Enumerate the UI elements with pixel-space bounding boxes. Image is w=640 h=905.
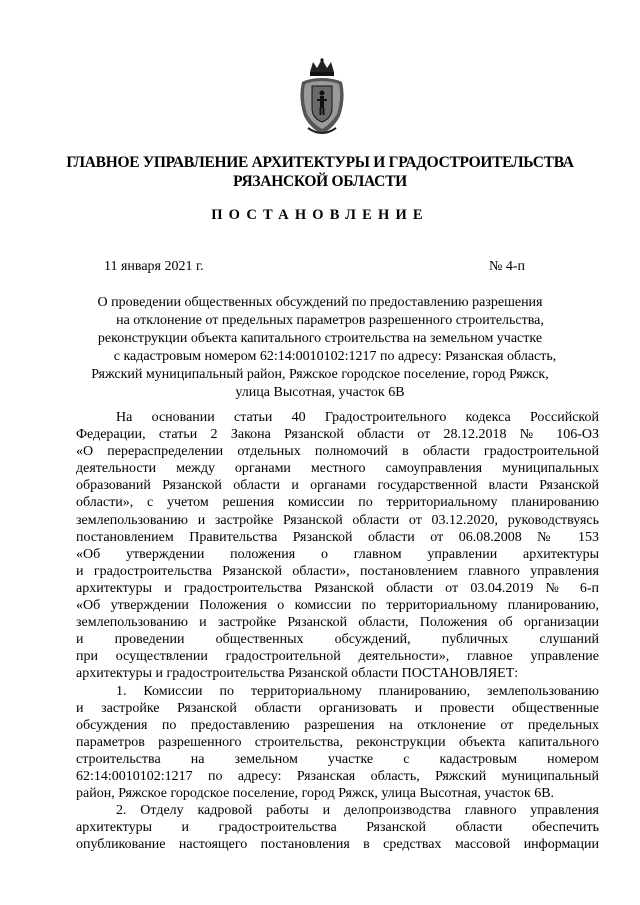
body-line: 62:14:0010102:1217 по адресу: Рязанская область, Ряжский муниципальный — [76, 768, 599, 784]
coat-of-arms-emblem — [296, 58, 348, 138]
subject-line: Ряжский муниципальный район, Ряжское городское поселение, город Ряжск, — [91, 367, 549, 382]
body-line: «О перераспределении отдельных полномочий в области градостроительной — [76, 444, 599, 460]
body-line: области», с учетом решения комиссии по территориальному планированию — [76, 495, 599, 511]
body-line: район, Ряжское городское поселение, город Ряжск, улица Высотная, участок 6В. — [76, 786, 555, 802]
body-line: «Об утверждении положения о главном управлении архитектуры — [76, 546, 599, 562]
document-body — [76, 409, 599, 853]
subject-line: реконструкции объекта капитального строительства на земельном участке — [97, 331, 543, 346]
body-line: и застройке Рязанской области организовать и провести общественные — [76, 700, 599, 716]
body-line: 2. Отделу кадровой работы и делопроизводства главного управления — [116, 803, 599, 819]
body-line: архитектуры и градостроительства Рязанской области ПОСТАНОВЛЯЕТ: — [76, 666, 519, 682]
body-line: 1. Комиссии по территориальному планированию, землепользованию — [116, 683, 599, 699]
body-line: архитектуры и градостроительства Рязанской области обеспечить — [76, 820, 599, 836]
agency-name-line-1: ГЛАВНОЕ УПРАВЛЕНИЕ АРХИТЕКТУРЫ И ГРАДОСТРОИТЕЛЬСТВА — [66, 154, 574, 171]
body-line: архитектуры и градостроительства Рязанской области от 03.04.2019 № 6-п — [76, 580, 599, 596]
body-line: и проведении общественных обсуждений, публичных слушаний — [76, 632, 599, 648]
body-line: образований Рязанской области и органами государственной власти Рязанской — [76, 478, 599, 494]
subject-line: на отклонение от предельных параметров разрешенного строительства, — [116, 313, 544, 328]
body-line: опубликование настоящего постановления в средствах массовой информации — [76, 837, 599, 853]
body-line: землепользованию и застройке Рязанской области, Положения об организации — [76, 615, 599, 631]
agency-name-line-2: РЯЗАНСКОЙ ОБЛАСТИ — [233, 173, 407, 190]
body-line: постановлением Правительства Рязанской области от 06.08.2008 № 153 — [76, 529, 599, 545]
body-line: и градостроительства Рязанской области», постановлением главного управления — [76, 563, 599, 579]
subject-line: О проведении общественных обсуждений по предоставлению разрешения — [97, 295, 543, 310]
body-line: На основании статьи 40 Градостроительного кодекса Российской — [116, 410, 599, 425]
document-date: 11 января 2021 г. — [104, 259, 204, 274]
body-line: Федерации, статьи 2 Закона Рязанской области от 28.12.2018 № 106-ОЗ — [76, 427, 599, 443]
body-line: обсуждения по предоставлению разрешения на отклонение от предельных — [76, 717, 599, 733]
subject-line: улица Высотная, участок 6В — [235, 385, 405, 400]
body-line: при осуществлении градостроительной деятельности», главное управление — [76, 649, 599, 665]
subject-line: с кадастровым номером 62:14:0010102:1217 по адресу: Рязанская область, — [113, 349, 557, 364]
body-line: строительства на земельном участке с кадастровым номером — [76, 751, 599, 767]
body-line: деятельности между органами местного самоуправления муниципальных — [76, 461, 599, 477]
body-line: землепользованию и застройке Рязанской области от 03.12.2020, руководствуясь — [76, 512, 599, 528]
body-line: «Об утверждении Положения о комиссии по территориальному планированию, — [76, 598, 599, 614]
body-line: параметров разрешенного строительства, реконструкции объекта капитального — [76, 734, 599, 750]
document-subject — [70, 294, 570, 402]
document-type-title: ПОСТАНОВЛЕНИЕ — [211, 207, 429, 223]
document-number: № 4-п — [489, 259, 526, 274]
